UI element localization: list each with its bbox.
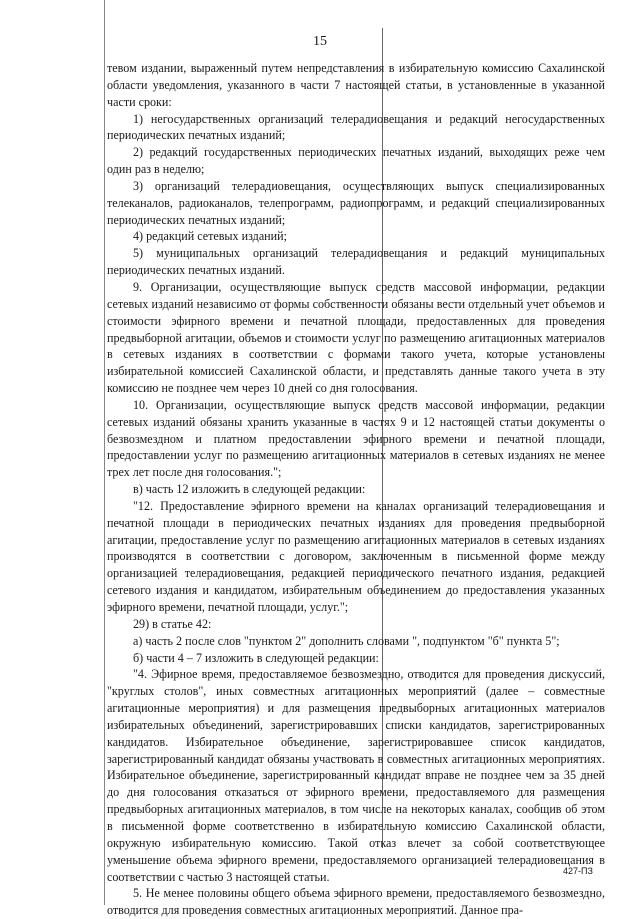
paragraph: б) части 4 – 7 изложить в следующей редакции:: [133, 650, 379, 665]
paragraph: "12. Предоставление эфирного времени на каналах организаций телерадиовещания и печатной площади в периодических печатных изданиях для проведения предвыборной агитации, предоставление услуг по размещению агитационных материалов в сетевых изданиях производятся в соответствии с договором, заключенным в письменной форме между организацией телерадиовещания, редакцией периодического печатного издания, редакцией сетевого издания и кандидатом, избирательным объединением до предоставления указанных эфирного времени, печатной площади, услуг.";: [107, 498, 605, 614]
paragraph: 5) муниципальных организаций телерадиовещания и редакций муниципальных периодических печатных изданий.: [107, 246, 605, 278]
paragraph: тевом издании, выраженный путем непредставления в избирательную комиссию Сахалинской области уведомления, указанного в части 7 настоящей статьи, в установленные в указанной части сроки:: [107, 61, 605, 109]
paragraph: в) часть 12 изложить в следующей редакции:: [133, 482, 366, 497]
paragraph: 4) редакций сетевых изданий;: [133, 229, 287, 244]
document-code: 427-ПЗ: [563, 866, 593, 876]
scan-margin-line: [104, 0, 105, 905]
paragraph: 3) организаций телерадиовещания, осуществляющих выпуск специализированных телеканалов, радиоканалов, телепрограмм, радиопрограмм, и редакций специализированных периодических печатных изданий;: [107, 178, 605, 227]
paragraph: 9. Организации, осуществляющие выпуск средств массовой информации, редакции сетевых изданий независимо от формы собственности обязаны вести отдельный учет объемов и стоимости эфирного времени и печатной площади, предоставленных для проведения предвыборной агитации, объемов и стоимости услуг по размещению агитационных материалов в сетевых изданиях в соответствии с формами такого учета, которые установлены избирательной комиссией Сахалинской области, и представлять данные такого учета в эту комиссию не позднее чем через 10 дней со дня голосования.: [107, 279, 605, 396]
page-number: 15: [313, 34, 327, 49]
paragraph: 29) в статье 42:: [133, 616, 212, 631]
paragraph: а) часть 2 после слов "пунктом 2" дополнить словами ", подпунктом "б" пункта 5";: [133, 633, 560, 648]
paragraph: "4. Эфирное время, предоставляемое безвозмездно, отводится для проведения дискуссий, "круглых столов", иных совместных агитационных мероприятий (далее – совместные агитационные мероприятия) и для размещения предвыборных агитационных материалов избирательных объединений, зарегистрировавших списки кандидатов, зарегистрированных кандидатов. Избирательное объединение, зарегистрировавшее список кандидатов, зарегистрированный кандидат обязаны участвовать в совместных агитационных мероприятиях. Избирательное объединение, зарегистрированный кандидат вправе не позднее чем за 35 дней до дня голосования отказаться от эфирного времени, предоставляемого для размещения предвыборных агитационных материалов, в том числе на некоторых каналах, сообщив об этом в письменной форме соответственно в избирательную комиссию Сахалинской области, окружную избирательную комиссию. Такой отказ влечет за собой соответствующее уменьшение объема эфирного времени, предоставляемого организацией телерадиовещания в соответствии с частью 3 настоящей статьи.: [107, 667, 605, 884]
paragraph: 1) негосударственных организаций телерадиовещания и редакций негосударственных периодических печатных изданий;: [107, 111, 605, 143]
paragraph: 5. Не менее половины общего объема эфирного времени, предоставляемого безвозмездно, отводится для проведения совместных агитационных мероприятий. Данное пра-: [107, 886, 605, 918]
paragraph: 10. Организации, осуществляющие выпуск средств массовой информации, редакции сетевых изданий обязаны хранить указанные в частях 9 и 12 настоящей статьи документы о безвозмездном и платном предоставлении эфирного времени и печатной площади, предоставлении услуг по размещению агитационных материалов в сетевых изданиях не менее трех лет после дня голосования.";: [107, 397, 605, 480]
paragraph: 2) редакций государственных периодических печатных изданий, выходящих реже чем один раз в неделю;: [107, 145, 605, 177]
document-body: [107, 60, 605, 919]
